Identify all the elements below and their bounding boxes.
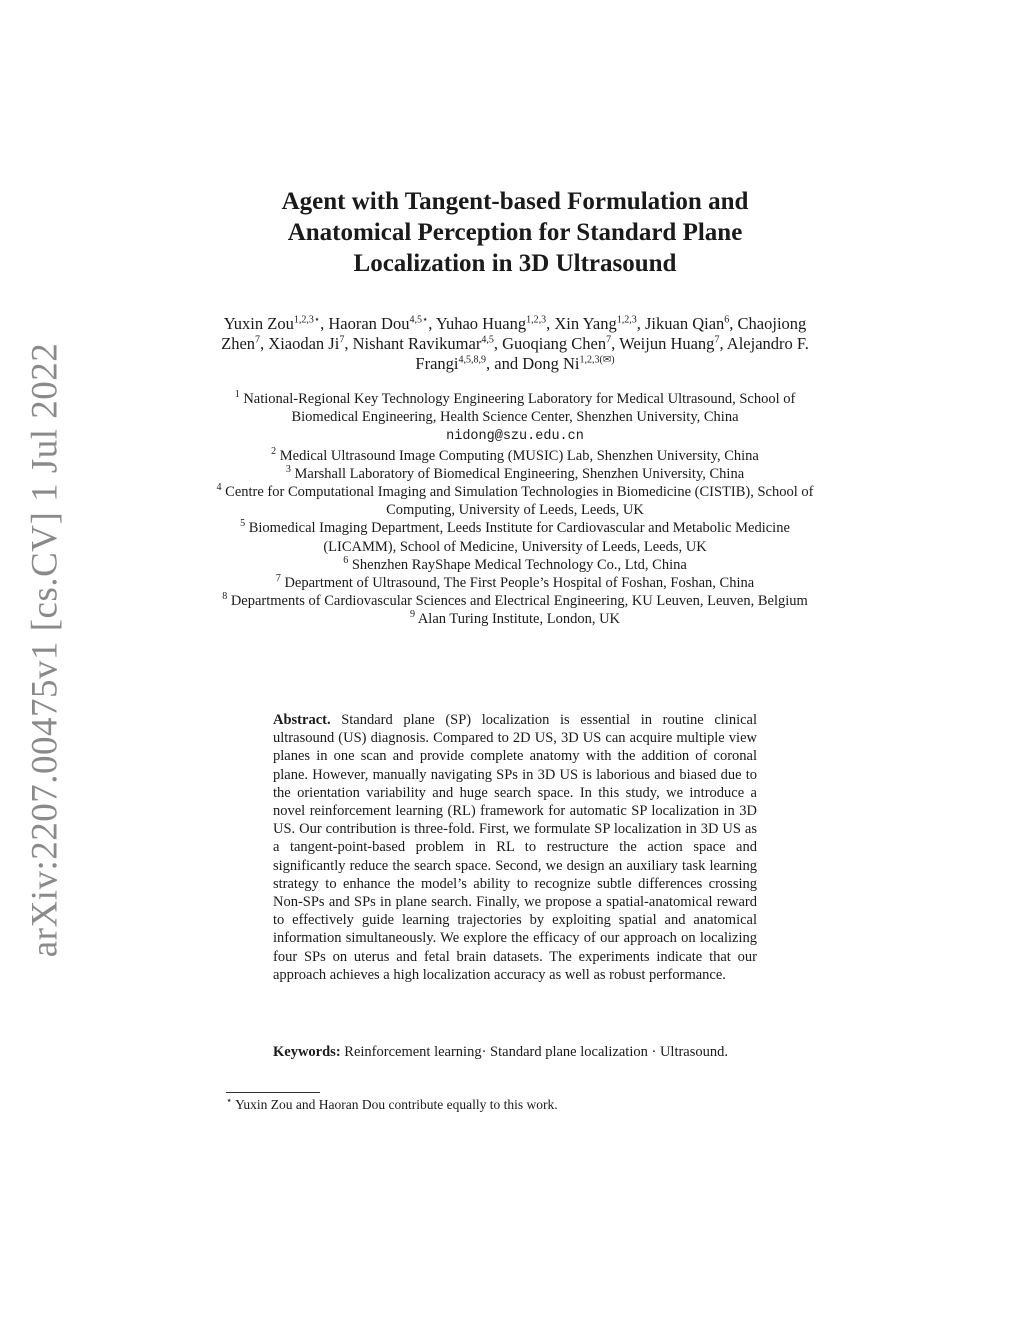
affiliation-5: $^5$ Biomedical Imaging Department, Leeds Institute for Cardiovascular and Metabolic Medicine (LICAMM), School of Medicine, University of Leeds, Leeds, UK: [240, 518, 790, 555]
email-link[interactable]: nidong@szu.edu.cn: [446, 429, 584, 445]
author: Xiaodan Ji$^7$,: [268, 334, 353, 353]
author: Chaojiong Zhen$^7$,: [221, 314, 807, 353]
keywords-label: Keywords:: [273, 1044, 341, 1060]
affiliation-3: $^3$ Marshall Laboratory of Biomedical Engineering, Shenzhen University, China: [285, 463, 745, 482]
author: Nishant Ravikumar$^{4,5}$,: [352, 334, 503, 353]
paper-title: [212, 186, 818, 279]
author-list: [212, 314, 818, 374]
author-corresponding: Dong $Ni^{1,2,3(✉)}$: [522, 354, 615, 373]
author: Xin Yang$^{1,2,3}$,: [554, 314, 645, 333]
author: Guoqiang Chen$^7$,: [502, 334, 620, 353]
author: Yuhao Huang$^{1,2,3}$,: [435, 314, 555, 333]
footnote-mark: ⋆: [226, 1095, 233, 1107]
abstract: [273, 711, 757, 984]
title-line: Agent with Tangent-based Formulation and: [281, 188, 749, 215]
keywords: [273, 1043, 757, 1061]
abstract-label: Abstract.: [273, 712, 331, 728]
author: Yuxin Zou$^{1,2,3⋆}$,: [223, 314, 329, 333]
affiliation-7: $^7$ Department of Ultrasound, The First People’s Hospital of Foshan, Foshan, China: [275, 573, 755, 592]
footnote: [226, 1096, 826, 1113]
affiliation-4: $^4$ Centre for Computational Imaging and Simulation Technologies in Biomedicine (CISTIB), School of Computing, University of Leeds, Leeds, UK: [216, 482, 814, 519]
affiliations: [212, 390, 818, 629]
affiliation-6: $^6$ Shenzhen RayShape Medical Technology Co., Ltd, China: [343, 555, 687, 573]
author: Weijun Huang$^7$,: [619, 334, 727, 353]
author: Alejandro F. Frangi$^{4,5,8,9}$, and: [415, 334, 809, 373]
affiliation-8: $^8$ Departments of Cardiovascular Sciences and Electrical Engineering, KU Leuven, Leuven, Belgium: [222, 591, 808, 610]
footnote-text: Yuxin Zou and Haoran Dou contribute equally to this work.: [235, 1097, 558, 1112]
author: Jikuan Qian$^6$,: [645, 314, 738, 333]
author: Haoran Dou$^{4,5⋆}$,: [328, 314, 436, 333]
envelope-icon: 1,2,3(✉): [579, 354, 615, 366]
affiliation-1: $^1$ National-Regional Key Technology Engineering Laboratory for Medical Ultrasound, School of Biomedical Engineering, Health Science Center, Shenzhen University, China nidong@szu.edu.cn: [234, 389, 796, 445]
title-line: Localization in 3D Ultrasound: [353, 250, 677, 277]
keywords-text: Reinforcement learning· Standard plane localization · Ultrasound.: [344, 1044, 729, 1060]
affiliation-2: $^2$ Medical Ultrasound Image Computing (MUSIC) Lab, Shenzhen University, China: [271, 445, 759, 464]
arxiv-identifier[interactable]: arXiv:2207.00475v1 [cs.CV] 1 Jul 2022: [24, 342, 66, 958]
title-line: Anatomical Perception for Standard Plane: [287, 219, 743, 246]
abstract-text: Standard plane (SP) localization is essential in routine clinical ultrasound (US) diagnosis. Compared to 2D US, 3D US can acquire multiple view planes in one scan and provide complete anatomy with the addition of coronal plane. However, manually navigating SPs in 3D US is laborious and biased due to the orientation variability and huge search space. In this study, we introduce a novel reinforcement learning (RL) framework for automatic SP localization in 3D US. Our contribution is three-fold. First, we formulate SP localization in 3D US as a tangent-point-based problem in RL to restructure the action space and significantly reduce the search space. Second, we design an auxiliary task learning strategy to enhance the model’s ability to recognize subtle differences crossing Non-SPs and SPs in plane search. Finally, we propose a spatial-anatomical reward to effectively guide learning trajectories by exploiting spatial and anatomical information simultaneously. We explore the efficacy of our approach on localizing four SPs on uterus and fetal brain datasets. The experiments indicate that our approach achieves a high localization accuracy as well as robust performance.: [273, 712, 757, 983]
affiliation-9: $^9$ Alan Turing Institute, London, UK: [409, 609, 621, 628]
footnote-divider: [226, 1092, 320, 1093]
